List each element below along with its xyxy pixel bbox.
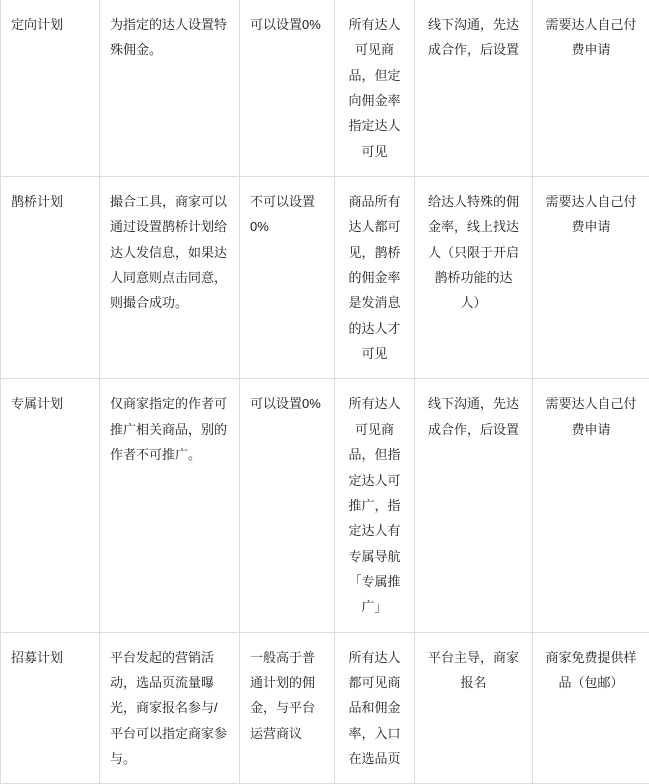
plan-visibility-cell: 所有达人都可见商品和佣金率，入口在选品页: [335, 632, 415, 784]
plan-sample-cell: 商家免费提供样品（包邮）: [533, 632, 649, 784]
plan-visibility-cell: 所有达人可见商品，但指定达人可推广，指定达人有专属导航「专属推广」: [335, 379, 415, 632]
plan-commission-cell: 可以设置0%: [240, 0, 335, 177]
table-row: [1, 0, 649, 177]
table-row: [1, 632, 649, 784]
plan-sample-cell: 需要达人自己付费申请: [533, 379, 649, 632]
plan-name-cell: 鹊桥计划: [1, 177, 100, 379]
plan-commission-cell: 不可以设置0%: [240, 177, 335, 379]
table-row: [1, 379, 649, 632]
plan-sample-cell: 需要达人自己付费申请: [533, 0, 649, 177]
plan-contact-cell: 线下沟通，先达成合作，后设置: [415, 379, 533, 632]
plan-sample-cell: 需要达人自己付费申请: [533, 177, 649, 379]
plan-contact-cell: 线下沟通，先达成合作，后设置: [415, 0, 533, 177]
plan-name-cell: 专属计划: [1, 379, 100, 632]
plan-commission-cell: 一般高于普通计划的佣金，与平台运营商议: [240, 632, 335, 784]
plan-description-cell: 平台发起的营销活动，选品页流量曝光，商家报名参与/平台可以指定商家参与。: [100, 632, 240, 784]
plan-description-cell: 仅商家指定的作者可推广相关商品，别的作者不可推广。: [100, 379, 240, 632]
plan-contact-cell: 给达人特殊的佣金率，线上找达人（只限于开启鹊桥功能的达人）: [415, 177, 533, 379]
table-row: [1, 177, 649, 379]
plan-visibility-cell: 商品所有达人都可见，鹊桥的佣金率是发消息的达人才可见: [335, 177, 415, 379]
plan-contact-cell: 平台主导，商家报名: [415, 632, 533, 784]
plan-visibility-cell: 所有达人可见商品，但定向佣金率指定达人可见: [335, 0, 415, 177]
plan-description-cell: 撮合工具，商家可以通过设置鹊桥计划给达人发信息，如果达人同意则点击同意，则撮合成功。: [100, 177, 240, 379]
plan-commission-cell: 可以设置0%: [240, 379, 335, 632]
plan-description-cell: 为指定的达人设置特殊佣金。: [100, 0, 240, 177]
plan-name-cell: 定向计划: [1, 0, 100, 177]
plan-name-cell: 招募计划: [1, 632, 100, 784]
